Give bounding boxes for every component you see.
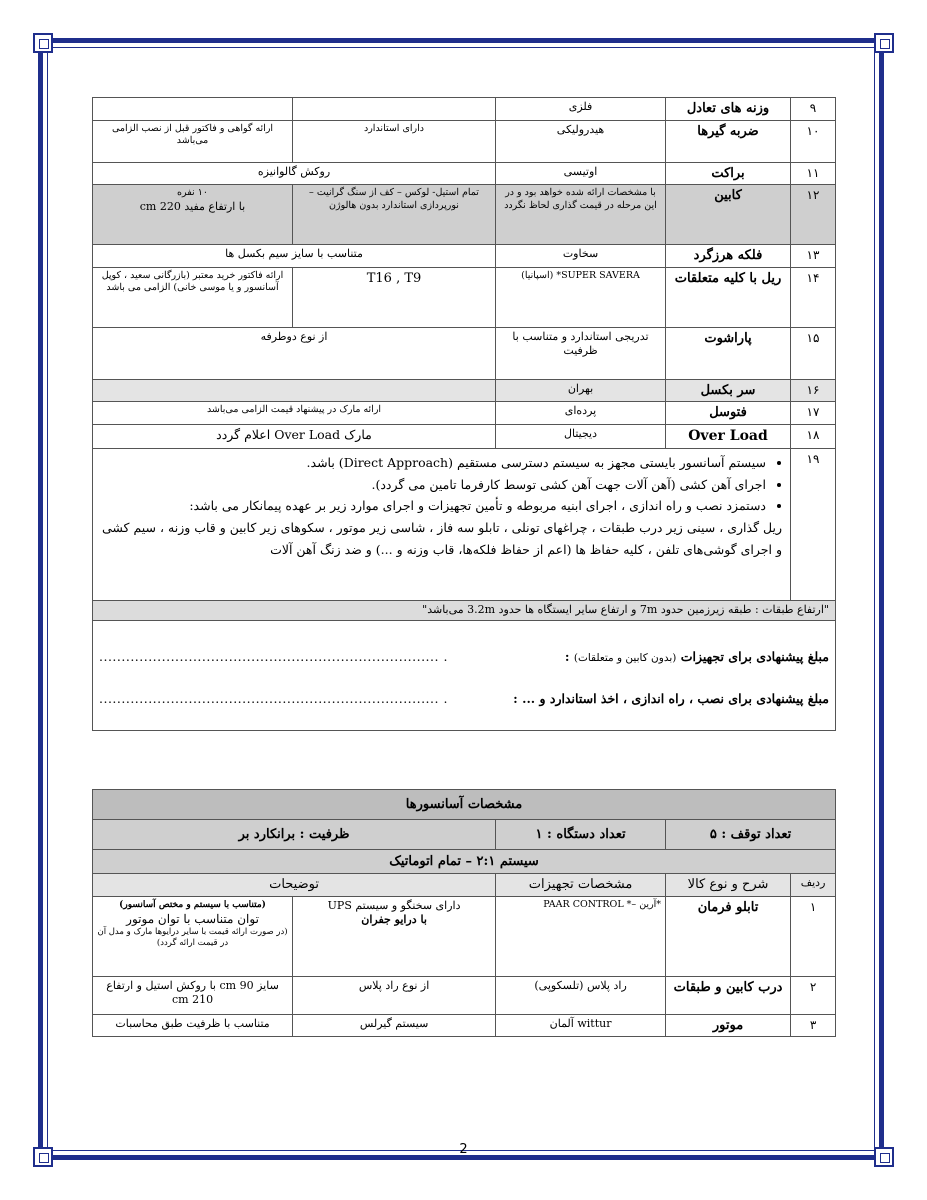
price-label-equipment: مبلغ پیشنهادی برای تجهیزات (بدون کابین و متعلقات) : bbox=[564, 648, 829, 664]
item-name: فتوسل bbox=[666, 402, 791, 425]
item-name: کابین bbox=[666, 185, 791, 245]
item-spec: wittur آلمان bbox=[496, 1014, 666, 1037]
item-desc bbox=[93, 379, 496, 402]
item-name: براکت bbox=[666, 162, 791, 185]
table-row bbox=[93, 896, 836, 976]
row-number: ۱۱ bbox=[791, 162, 836, 185]
floor-height-note: "ارتفاع طبقات : طبقه زیرزمین حدود 7m و ارتفاع سایر ایستگاه ها حدود 3.2m می‌باشد" bbox=[93, 600, 836, 620]
capacity: ظرفیت : برانکارد بر bbox=[93, 820, 496, 850]
price-section bbox=[93, 620, 836, 730]
row-number: ۱۴ bbox=[791, 267, 836, 327]
specs-table-continued bbox=[92, 97, 836, 731]
item-note: سایز 90 cm با روکش استیل و ارتفاع 210 cm bbox=[93, 976, 293, 1014]
table-row bbox=[93, 120, 836, 162]
item-name: موتور bbox=[666, 1014, 791, 1037]
table-row bbox=[93, 98, 836, 121]
table-row bbox=[93, 424, 836, 448]
item-spec: دیجیتال bbox=[496, 424, 666, 448]
table-title: مشخصات آسانسورها bbox=[93, 790, 836, 820]
item-name: فلکه هرزگرد bbox=[666, 245, 791, 268]
price-line-equipment bbox=[99, 648, 829, 664]
corner-ornament bbox=[874, 33, 894, 53]
row-number: ۱ bbox=[791, 896, 836, 976]
table-row bbox=[93, 402, 836, 425]
row-number: ۳ bbox=[791, 1014, 836, 1037]
item-name: وزنه های تعادل bbox=[666, 98, 791, 121]
item-desc: ارائه مارک در پیشنهاد قیمت الزامی می‌باشد bbox=[93, 402, 496, 425]
price-label-install: مبلغ پیشنهادی برای نصب ، راه اندازی ، اخذ استاندارد و ... : bbox=[513, 691, 829, 707]
price-blank: ............................................................................ . bbox=[99, 691, 448, 707]
item-spec: با مشخصات ارائه شده خواهد بود و در این مرحله در قیمت گذاری لحاظ نگردد bbox=[496, 185, 666, 245]
item-desc: روکش گالوانیزه bbox=[93, 162, 496, 185]
row-number: ۱۲ bbox=[791, 185, 836, 245]
table-row bbox=[93, 600, 836, 620]
elevator-specs-table bbox=[92, 789, 836, 1037]
note-line: (در صورت ارائه قیمت با سایر درایوها مارک و مدل آن در قیمت ارائه گردد) bbox=[97, 926, 288, 949]
row-number: ۱۹ bbox=[791, 448, 836, 600]
table-row bbox=[93, 620, 836, 730]
item-spec: SUPER SAVERA* (اسپانیا) bbox=[496, 267, 666, 327]
row-number: ۱۵ bbox=[791, 327, 836, 379]
desc-line: با درایو جفران bbox=[361, 913, 427, 927]
item-desc: از نوع راد پلاس bbox=[293, 976, 496, 1014]
system-type: سیستم ۲:۱ – تمام اتوماتیک bbox=[93, 850, 836, 874]
cabin-height: با ارتفاع مفید 220 cm bbox=[139, 199, 246, 213]
table-row bbox=[93, 790, 836, 820]
item-spec: سخاوت bbox=[496, 245, 666, 268]
page-number: 2 bbox=[459, 1142, 468, 1157]
table-row bbox=[93, 267, 836, 327]
item-note bbox=[93, 896, 293, 976]
item-desc: مارک Over Load اعلام گردد bbox=[93, 424, 496, 448]
table-row bbox=[93, 820, 836, 850]
price-blank: ............................................................................ . bbox=[99, 648, 448, 664]
item-desc: T16 , T9 bbox=[293, 267, 496, 327]
table-row bbox=[93, 1014, 836, 1037]
note-item: • سیستم آسانسور بایستی مجهز به سیستم دسترسی مستقیم (Direct Approach) باشد. bbox=[101, 452, 766, 474]
row-number: ۱۰ bbox=[791, 120, 836, 162]
cabin-capacity: ۱۰ نفره bbox=[177, 187, 208, 199]
item-desc bbox=[293, 896, 496, 976]
row-number: ۲ bbox=[791, 976, 836, 1014]
item-spec: *آرین –* PAAR CONTROL bbox=[496, 896, 666, 976]
item-desc: دارای استاندارد bbox=[293, 120, 496, 162]
table-row bbox=[93, 162, 836, 185]
table-row bbox=[93, 976, 836, 1014]
item-name: Over Load bbox=[666, 424, 791, 448]
desc-line: دارای سخنگو و سیستم UPS bbox=[327, 898, 461, 912]
item-spec: پرده‌ای bbox=[496, 402, 666, 425]
col-header-spec: مشخصات تجهیزات bbox=[496, 874, 666, 897]
note-item: • دستمزد نصب و راه اندازی ، اجرای ابنیه مربوطه و تأمین تجهیزات و اجرای موارد زیر بر عهده پیمانکار می باشد: bbox=[101, 495, 766, 517]
row-number: ۹ bbox=[791, 98, 836, 121]
general-notes bbox=[93, 448, 791, 600]
table-row bbox=[93, 245, 836, 268]
item-desc: تمام استیل- لوکس – کف از سنگ گرانیت – نورپردازی استاندارد بدون هالوژن bbox=[293, 185, 496, 245]
item-note bbox=[93, 185, 293, 245]
table-row bbox=[93, 850, 836, 874]
col-header-item: شرح و نوع کالا bbox=[666, 874, 791, 897]
item-desc: متناسب با سایز سیم بکسل ها bbox=[93, 245, 496, 268]
item-desc: سیستم گیرلس bbox=[293, 1014, 496, 1037]
item-name: ریل با کلیه متعلقات bbox=[666, 267, 791, 327]
table-header-row bbox=[93, 874, 836, 897]
stops-count: تعداد توقف : ۵ bbox=[666, 820, 836, 850]
table-row bbox=[93, 448, 836, 600]
item-note: ارائه گواهی و فاکتور قبل از نصب الزامی می‌باشد bbox=[93, 120, 293, 162]
item-name: ضربه گیرها bbox=[666, 120, 791, 162]
item-note: ارائه فاکتور خرید معتبر (بازرگانی سعید ، کوپل آسانسور و یا موسی خانی) الزامی می باشد bbox=[93, 267, 293, 327]
note-line: (متناسب با سیستم و مختص آسانسور) bbox=[119, 899, 266, 910]
item-desc bbox=[293, 98, 496, 121]
row-number: ۱۷ bbox=[791, 402, 836, 425]
item-spec: بهران bbox=[496, 379, 666, 402]
col-header-desc: توضیحات bbox=[93, 874, 496, 897]
table-row bbox=[93, 185, 836, 245]
note-item: • اجرای آهن کشی (آهن آلات جهت آهن کشی توسط کارفرما تامین می گردد). bbox=[101, 474, 766, 496]
table-row bbox=[93, 327, 836, 379]
col-header-row: ردیف bbox=[791, 874, 836, 897]
item-note: متناسب با ظرفیت طبق محاسبات bbox=[93, 1014, 293, 1037]
corner-ornament bbox=[33, 33, 53, 53]
item-name: پاراشوت bbox=[666, 327, 791, 379]
note-paragraph: ریل گذاری ، سینی زیر درب طبقات ، چراغهای تونلی ، تابلو سه فاز ، شاسی زیر موتور ، سکوهای زیر کابین و قاب وزنه ، سیم کشی و اجرای گوشی‌های تلفن ، کلیه حفاظ ها (اعم از حفاظ فلکه‌ها، قاب وزنه و ...) و ضد زنگ آهن آلات bbox=[101, 520, 782, 558]
item-spec: راد پلاس (تلسکوپی) bbox=[496, 976, 666, 1014]
row-number: ۱۸ bbox=[791, 424, 836, 448]
table-row bbox=[93, 379, 836, 402]
item-name: درب کابین و طبقات bbox=[666, 976, 791, 1014]
row-number: ۱۶ bbox=[791, 379, 836, 402]
item-name: سر بکسل bbox=[666, 379, 791, 402]
item-desc: از نوع دوطرفه bbox=[93, 327, 496, 379]
item-spec: هیدرولیکی bbox=[496, 120, 666, 162]
row-number: ۱۳ bbox=[791, 245, 836, 268]
note-line: توان متناسب با توان موتور bbox=[126, 911, 259, 926]
notes-list bbox=[101, 452, 782, 518]
item-spec: تدریجی استاندارد و متناسب با ظرفیت bbox=[496, 327, 666, 379]
item-spec: اوتیسی bbox=[496, 162, 666, 185]
price-line-install bbox=[99, 693, 829, 706]
item-note bbox=[93, 98, 293, 121]
item-spec: فلزی bbox=[496, 98, 666, 121]
item-name: تابلو فرمان bbox=[666, 896, 791, 976]
units-count: تعداد دستگاه : ۱ bbox=[496, 820, 666, 850]
